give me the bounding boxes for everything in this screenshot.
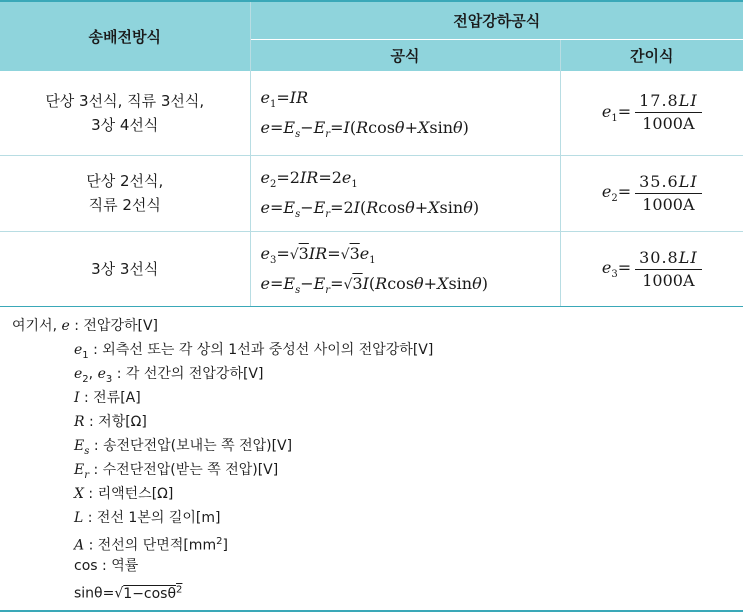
- method-text: 단상 3선식, 직류 3선식, 3상 4선식: [45, 91, 205, 134]
- note-es: $E_s$ : 송전단전압(보내는 쪽 전압)[V]: [74, 438, 293, 457]
- legend-notes: [0, 306, 743, 613]
- note-e1: $e_1$ : 외측선 또는 각 상의 1선과 중성선 사이의 전압강하[V]: [74, 342, 434, 361]
- bottom-rule: [0, 610, 743, 612]
- simple-cell: $e_3=$ $\frac{30.8LI}{1000A}$: [560, 231, 743, 307]
- header-method: 송배전방식: [0, 1, 250, 71]
- fraction: $\frac{30.8LI}{1000A}$: [635, 247, 702, 292]
- formula-line: $e=E_s-E_r=√3I(Rcos\theta+Xsin\theta)$: [260, 274, 488, 297]
- note-r: R : 저항[Ω]: [74, 414, 147, 430]
- table-row: [0, 231, 743, 307]
- header-group: 전압강하공식: [250, 1, 743, 39]
- formula-line: $e_1=IR$: [260, 87, 309, 110]
- method-cell: [0, 231, 250, 307]
- method-cell: [0, 155, 250, 231]
- formula-cell: [250, 231, 560, 307]
- header-simple: 간이식: [560, 39, 743, 71]
- note-sin: sinθ=√1−cosθ$^2$: [74, 584, 183, 602]
- simple-cell: $e_2=$ $\frac{35.6LI}{1000A}$: [560, 155, 743, 231]
- formula-line: $e=E_s-E_r=2I(Rcos\theta+Xsin\theta)$: [260, 198, 480, 221]
- header-formula: 공식: [250, 39, 560, 71]
- method-cell: [0, 71, 250, 155]
- note-cos: cos : 역률: [74, 558, 139, 574]
- formula-cell: [250, 71, 560, 155]
- formula-line: $e_2=2IR=2e_1$: [260, 168, 358, 191]
- formula-line: $e_3=√3IR=√3e_1$: [260, 244, 376, 267]
- method-text: 3상 3선식: [91, 260, 159, 279]
- method-text: 단상 2선식, 직류 2선식: [86, 172, 164, 214]
- note-e23: $e_2$, $e_3$ : 각 선간의 전압강하[V]: [74, 366, 264, 385]
- note-e: 여기서, e : 전압강하[V]: [12, 318, 159, 334]
- simple-cell: $e_1=$ $\frac{17.8LI}{1000A}$: [560, 71, 743, 155]
- note-x: X : 리액턴스[Ω]: [74, 486, 174, 502]
- voltage-drop-table: [0, 0, 743, 307]
- note-er: $E_r$ : 수전단전압(받는 쪽 전압)[V]: [74, 462, 279, 481]
- note-i: I : 전류[A]: [74, 390, 141, 406]
- fraction: $\frac{17.8LI}{1000A}$: [635, 90, 702, 135]
- formula-cell: [250, 155, 560, 231]
- note-l: L : 전선 1본의 길이[m]: [74, 510, 221, 526]
- formula-line: $e=E_s-E_r=I(Rcos\theta+Xsin\theta)$: [260, 117, 469, 140]
- table-row: [0, 155, 743, 231]
- fraction: $\frac{35.6LI}{1000A}$: [635, 171, 702, 216]
- table-row: [0, 71, 743, 155]
- note-a: A : 전선의 단면적$[mm^2]$: [74, 536, 228, 554]
